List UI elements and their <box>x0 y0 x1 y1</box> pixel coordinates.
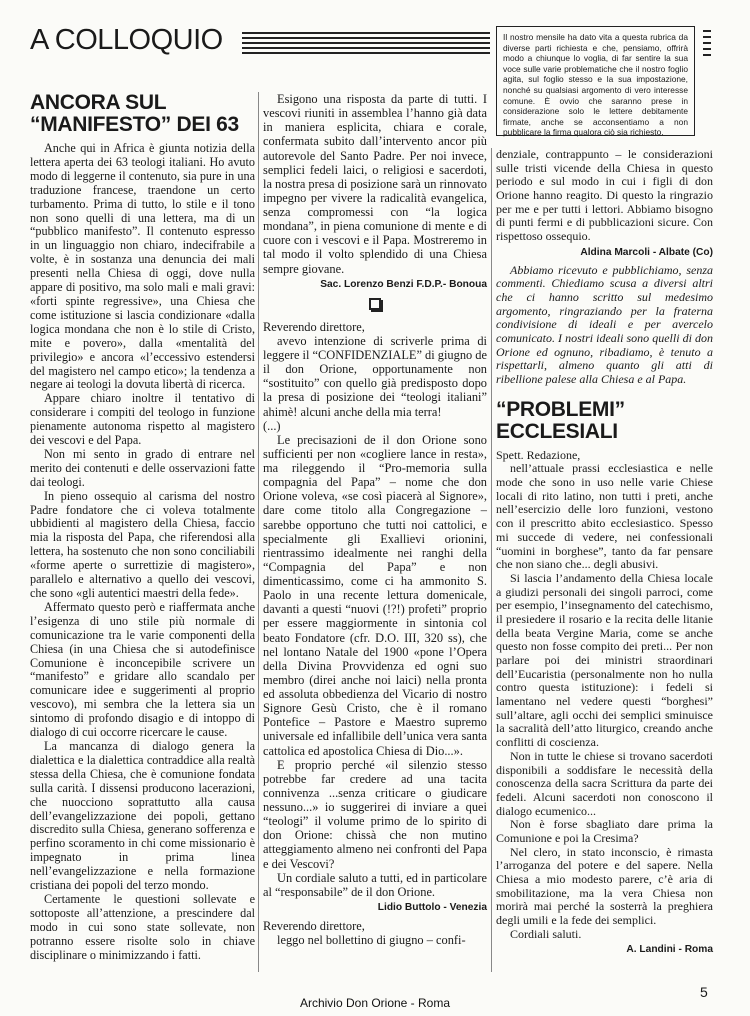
ellipsis: (...) <box>263 418 281 433</box>
rubric-title: A COLLOQUIO <box>30 24 223 56</box>
paragraph: Appare chiaro inoltre il tentativo di considerare i compiti del teologo in funzione pienamente autonoma rispetto al magistero dei vescovi e del Papa. <box>30 391 255 448</box>
section-separator-icon <box>369 298 381 310</box>
letter-greeting: Reverendo direttore, <box>263 919 365 933</box>
signature-buttolo: Lidio Buttolo - Venezia <box>377 901 487 913</box>
article-title-problemi: “PROBLEMI” ECCLESIALI <box>496 397 625 443</box>
column-divider <box>491 148 492 972</box>
paragraph: Non in tutte le chiese si trovano sacerdoti disponibili a soddisfare le necessità della conoscenza della sacra Scrittura da parte dei fedeli. Alcuni sacerdoti non conoscono il dialogo ecumenico... <box>496 748 713 818</box>
paragraph: E proprio perché «il silenzio stesso potrebbe far credere ad una tacita connivenza ...senza criticare o giudicare nessuno...» io suggerirei di inviare a quei “teologi” il volume primo de lo spirito di don Orione: chissà che non mutino atteggiamento almeno nei confronti del Papa e dei Vescovi? <box>263 757 487 871</box>
article-title-manifesto: ANCORA SUL “MANIFESTO” DEI 63 <box>30 91 239 136</box>
paragraph: Nel clero, in stato inconscio, è rimasta l’arroganza del potere e del sapere. Nella Chiesa a mio modesto parere, c’è aria di smobilitazione, ma la vera Chiesa non morirà mai perché la sosterrà la preghiera degli umili e la fede dei semplici. <box>496 844 713 928</box>
signature-marcoli: Aldina Marcoli - Albate (Co) <box>580 246 713 258</box>
column-2 <box>263 92 487 947</box>
archive-footer: Archivio Don Orione - Roma <box>299 996 451 1010</box>
paragraph: Un cordiale saluto a tutti, ed in particolare al “responsabile” de il don Orione. <box>263 870 487 899</box>
paragraph: In pieno ossequio al carisma del nostro Padre fondatore che ci voleva totalmente ubbidienti al magistero della Chiesa, faccio mia la risposta del Papa, che riferendosi alla lettera, ha sostenuto che non sono conciliabili «forme aperte o surrettizie di magistero», parallelo e alternativo a quello dei vescovi, che sono «gli autentici maestri della fede». <box>30 488 255 600</box>
paragraph: Esigono una risposta da parte di tutti. I vescovi riuniti in assemblea l’hanno già data in maniera esplicita, chiara e corale, confermata subito dall’intervento ancor più autorevole del Santo Padre. Per noi invece, semplici fedeli laici, o religiosi e sacerdoti, la nostra presa di posizione sarà un rinnovato impegno per vivere la radicalità evangelica, senza compromessi con “la logica mondana”, in piena comunione di mente e di cuore con i vescovi e il Papa. Mostreremo in tal modo il volto splendido di una Chiesa sempre giovane. <box>263 92 487 276</box>
paragraph: Affermato questo però e riaffermata anche l’esigenza di uno stile più normale di comunicazione tra le varie componenti della Chiesa (in una Chiesa che si autodefinisce Comunione è inconcepibile scrivere un “manifesto” e gridare allo scandalo per comunicare idee e suggerimenti al proprio vescovo), mi sembra che la lettera sia un sintomo di profondo disagio e di intoppo di dialogo di cui occorre ricercare le cause. <box>30 599 255 740</box>
decorative-tick-marks <box>703 30 711 58</box>
signature-benzi: Sac. Lorenzo Benzi F.D.P.- Bonoua <box>320 278 487 290</box>
closing: Cordiali saluti. <box>510 926 582 941</box>
column-3 <box>496 148 713 961</box>
column-1 <box>30 92 255 962</box>
paragraph: Anche qui in Africa è giunta notizia della lettera aperta dei 63 teologi italiani. Ho avuto modo di leggerne il contenuto, sia pure in una traduzione francese, traendone un certo turbamento. Prima di tutto, lo stile e il tono non sono quelli di una lettera, ma di un “pubblico manifesto”. Il contenuto espresso in un linguaggio non chiaro, indecifrabile a volte, è in sostanza una denuncia dei mali presenti nella Chiesa di oggi, dove nulla appare di positivo, ma solo mali e mali gravi: «forti spinte regressive», una Chiesa che come istituzione si lascia condizionare «dalla logica mondana che non è lo stile di Cristo, mite e povero», dalla «mentalità del privilegio» e ancora «l’eccessivo estendersi del magistero nel campo etico»; la tendenza a negare ai teologi la dovuta libertà di ricerca. <box>30 141 255 392</box>
paragraph: Si lascia l’andamento della Chiesa locale a giudizi personali dei singoli parroci, come per esempio, l’insegnamento del catechismo, il presiedere il rosario e la recita delle litanie della beata Vergine Maria, come se anche questo non fosse compito dei preti... Per non parlare poi dei ministri straordinari dell’Eucaristia (personalmente non ho nulla contro questa istituzione): i fedeli si lamentano nel vedere questi “borghesi” sull’altare, agli occhi dei semplici sminuisce la sacralità dell’atto liturgico, creando anche conflitti di coscienza. <box>496 570 713 750</box>
paragraph: Non mi sento in grado di entrare nel merito dei contenuti e delle osservazioni fatte dai teologi. <box>30 446 255 489</box>
column-divider <box>258 92 259 972</box>
letter-greeting: Spett. Redazione, <box>496 447 581 462</box>
page-number: 5 <box>700 984 708 1000</box>
paragraph: Le precisazioni de il don Orione sono sufficienti per non «cogliere lance in resta», ma rileggendo il “Pro-memoria sulla compagnia del Papa” – nome che don Orione voleva, «se così piacerà al Signore», dare come titolo alla Congregazione – sarebbe opportuno che tutti noi cattolici, e specialmente gli Exallievi orionini, rientrassimo idealmente nei ranghi della “Compagnia del Papa” e non dimenticassimo, come ci ha ammonito S. Paolo in una recente lettura domenicale, davanti a questi “nuovi (!?!) profeti” proprio per essere maggiormente in sintonia col beato Fondatore (cfr. D.O. III, 320 ss), che nel lontano Natale del 1900 «pone l’Opera della Divina Provvidenza ed ogni suo membro (direi anche noi laici) nella pronta ed assoluta obbedienza del Vicario di nostro Signore Gesù Cristo, che è il romano Pontefice – Pastore e Maestro supremo universale ed infallibile dell’unica vera santa cattolica ed apostolica Chiesa di Dio...». <box>263 432 487 758</box>
paragraph: nell’attuale prassi ecclesiastica e nelle mode che sono in uso nelle varie Chiese locali di rito latino, non tutti i preti, anche nell’esercizio delle loro funzioni, vestono con il prescritto abito ecclesiastico. Spesso mi succede di vedere, nei confessionali “uomini in borghese”, tanto da far pensare che non siano che... degli abusivi. <box>496 461 713 572</box>
paragraph: leggo nel bollettino di giugno – confi- <box>277 933 466 948</box>
rubric-decorative-lines <box>242 32 490 54</box>
paragraph: La mancanza di dialogo genera la dialettica e la dialettica contraddice alla realtà stessa della Chiesa, che è comunione fondata sulla carità. I dissensi producono lacerazioni, che nuocciono soprattutto alla causa dell’evangelizzazione dei popoli, gettano discredito sulla Chiesa, generano sofferenza e perfino scoramento in chi come missionario è impegnato in prima linea nell’evangelizzazione e nella formazione cristiana dei popoli del terzo mondo. <box>30 738 255 893</box>
signature-landini: A. Landini - Roma <box>626 944 713 956</box>
paragraph: Non è forse sbagliato dare prima la Comunione e poi la Cresima? <box>496 817 713 845</box>
paragraph: Certamente le questioni sollevate e sottoposte all’attenzione, a prescindere dal modo in cui sono state sollevate, non potranno essere risolte solo in chiave disciplinare o minimizzando i fatti. <box>30 891 255 962</box>
rubric-info-box: Il nostro mensile ha dato vita a questa rubrica da diverse parti richiesta e che, pensiamo, offrirà modo a chiunque lo voglia, di far sentire la sua voce sulle varie problematiche che il nostro foglio agita, sul foglio stesso e la sua impostazione, nonché su qualsiasi argomento di vero interesse comune. È ovvio che saranno prese in considerazione solo le lettere debitamente firmate, anche se acconsentiamo a non pubblicare la firma qualora ciò sia richiesto. <box>496 26 695 136</box>
paragraph: denziale, contrappunto – le considerazioni sulle tristi vicende della Chiesa in questo periodo e sul modo in cui i figli di don Orione hanno reagito. Di questo la ringrazio per me e per tutti i lettori. Abbiamo bisogno di punti fermi e di pubblicazioni sicure. Con rispettoso ossequio. <box>496 147 713 244</box>
paragraph: avevo intenzione di scriverle prima di leggere il “CONFIDENZIALE” di giugno de il don Orione, opportunamente non “sostituito” con quello già predisposto dopo la presa di posizione dei “teologi italiani” ahimè! alcuni anche della mia terra! <box>263 333 488 419</box>
letter-greeting: Reverendo direttore, <box>263 319 365 334</box>
editor-reply: Abbiamo ricevuto e pubblichiamo, senza commenti. Chiediamo scusa a diversi altri che ci hanno scritto sul medesimo argomento, ringraziando per la fraterna condivisione di ideali e per avercelo comunicato. I nostri ideali sono quelli di don Orione ed ognuno, ribadiamo, è tenuto a rispettarli, almeno quanto gli atti di ribellione palese alla Chiesa e al Papa. <box>496 262 713 386</box>
